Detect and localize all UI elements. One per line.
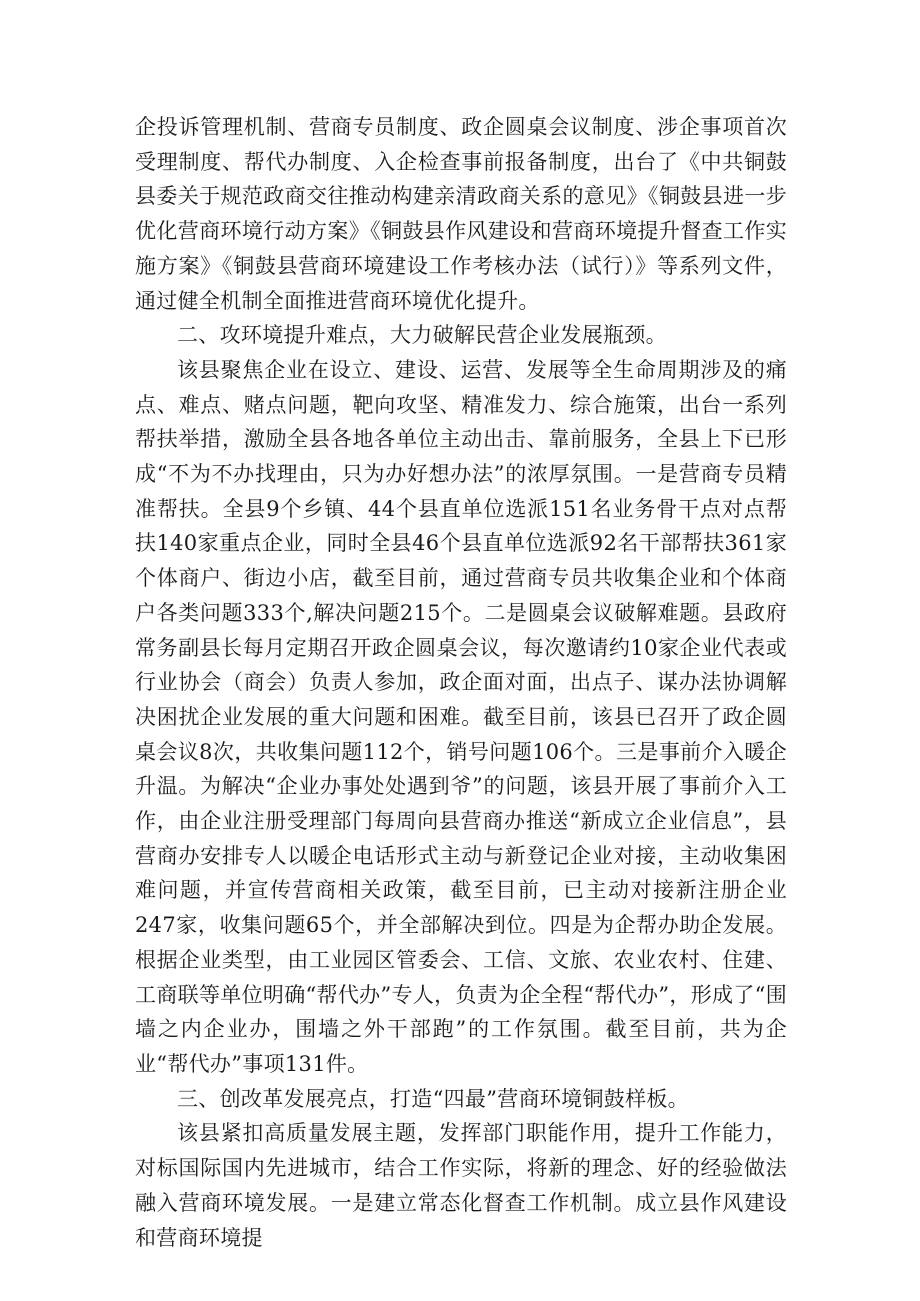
paragraph-body-3: 该县紧扣高质量发展主题，发挥部门职能作用，提升工作能力，对标国际国内先进城市，结合工作实际，将新的理念、好的经验做法融入营商环境发展。一是建立常态化督查工作机制。成立县作风建设和营商环境提 [135,1121,787,1250]
paragraph-body-2: 该县聚焦企业在设立、建设、运营、发展等全生命周期涉及的痛点、难点、赌点问题，靶向攻坚、精准发力、综合施策，出台一系列帮扶举措，激励全县各地各单位主动出击、靠前服务，全县上下已形成“不为不办找理由，只为办好想办法”的浓厚氛围。一是营商专员精准帮扶。全县9个乡镇、44个县直单位选派151名业务骨干点对点帮扶140家重点企业，同时全县46个县直单位选派92名干部帮扶361家个体商户、街边小店，截至目前，通过营商专员共收集企业和个体商户各类问题333个,解决问题215个。二是圆桌会议破解难题。县政府常务副县长每月定期召开政企圆桌会议，每次邀请约10家企业代表或行业协会（商会）负责人参加，政企面对面，出点子、谋办法协调解决困扰企业发展的重大问题和困难。截至目前，该县已召开了政企圆桌会议8次，共收集问题112个，销号问题106个。三是事前介入暖企升温。为解决“企业办事处处遇到爷”的问题，该县开展了事前介入工作，由企业注册受理部门每周向县营商办推送“新成立企业信息”，县营商办安排专人以暖企电话形式主动与新登记企业对接，主动收集困难问题，并宣传营商相关政策，截至目前，已主动对接新注册企业247家，收集问题65个，并全部解决到位。四是为企帮办助企发展。根据企业类型，由工业园区管委会、工信、文旅、农业农村、住建、工商联等单位明确“帮代办”专人，负责为企全程“帮代办”，形成了“围墙之内企业办，围墙之外干部跑”的工作氛围。截至目前，共为企业“帮代办”事项131件。 [135,357,787,1076]
document-body [135,110,787,1255]
paragraph-continuation: 企投诉管理机制、营商专员制度、政企圆桌会议制度、涉企事项首次受理制度、帮代办制度、入企检查事前报备制度，出台了《中共铜鼓县委关于规范政商交往推动构建亲清政商关系的意见》《铜鼓县进一步优化营商环境行动方案》《铜鼓县作风建设和营商环境提升督查工作实施方案》《铜鼓县营商环境建设工作考核办法（试行）》等系列文件，通过健全机制全面推进营商环境优化提升。 [135,115,787,313]
section-heading-3: 三、创改革发展亮点，打造“四最”营商环境铜鼓样板。 [177,1086,689,1111]
section-heading-2: 二、攻环境提升难点，大力破解民营企业发展瓶颈。 [177,323,667,348]
